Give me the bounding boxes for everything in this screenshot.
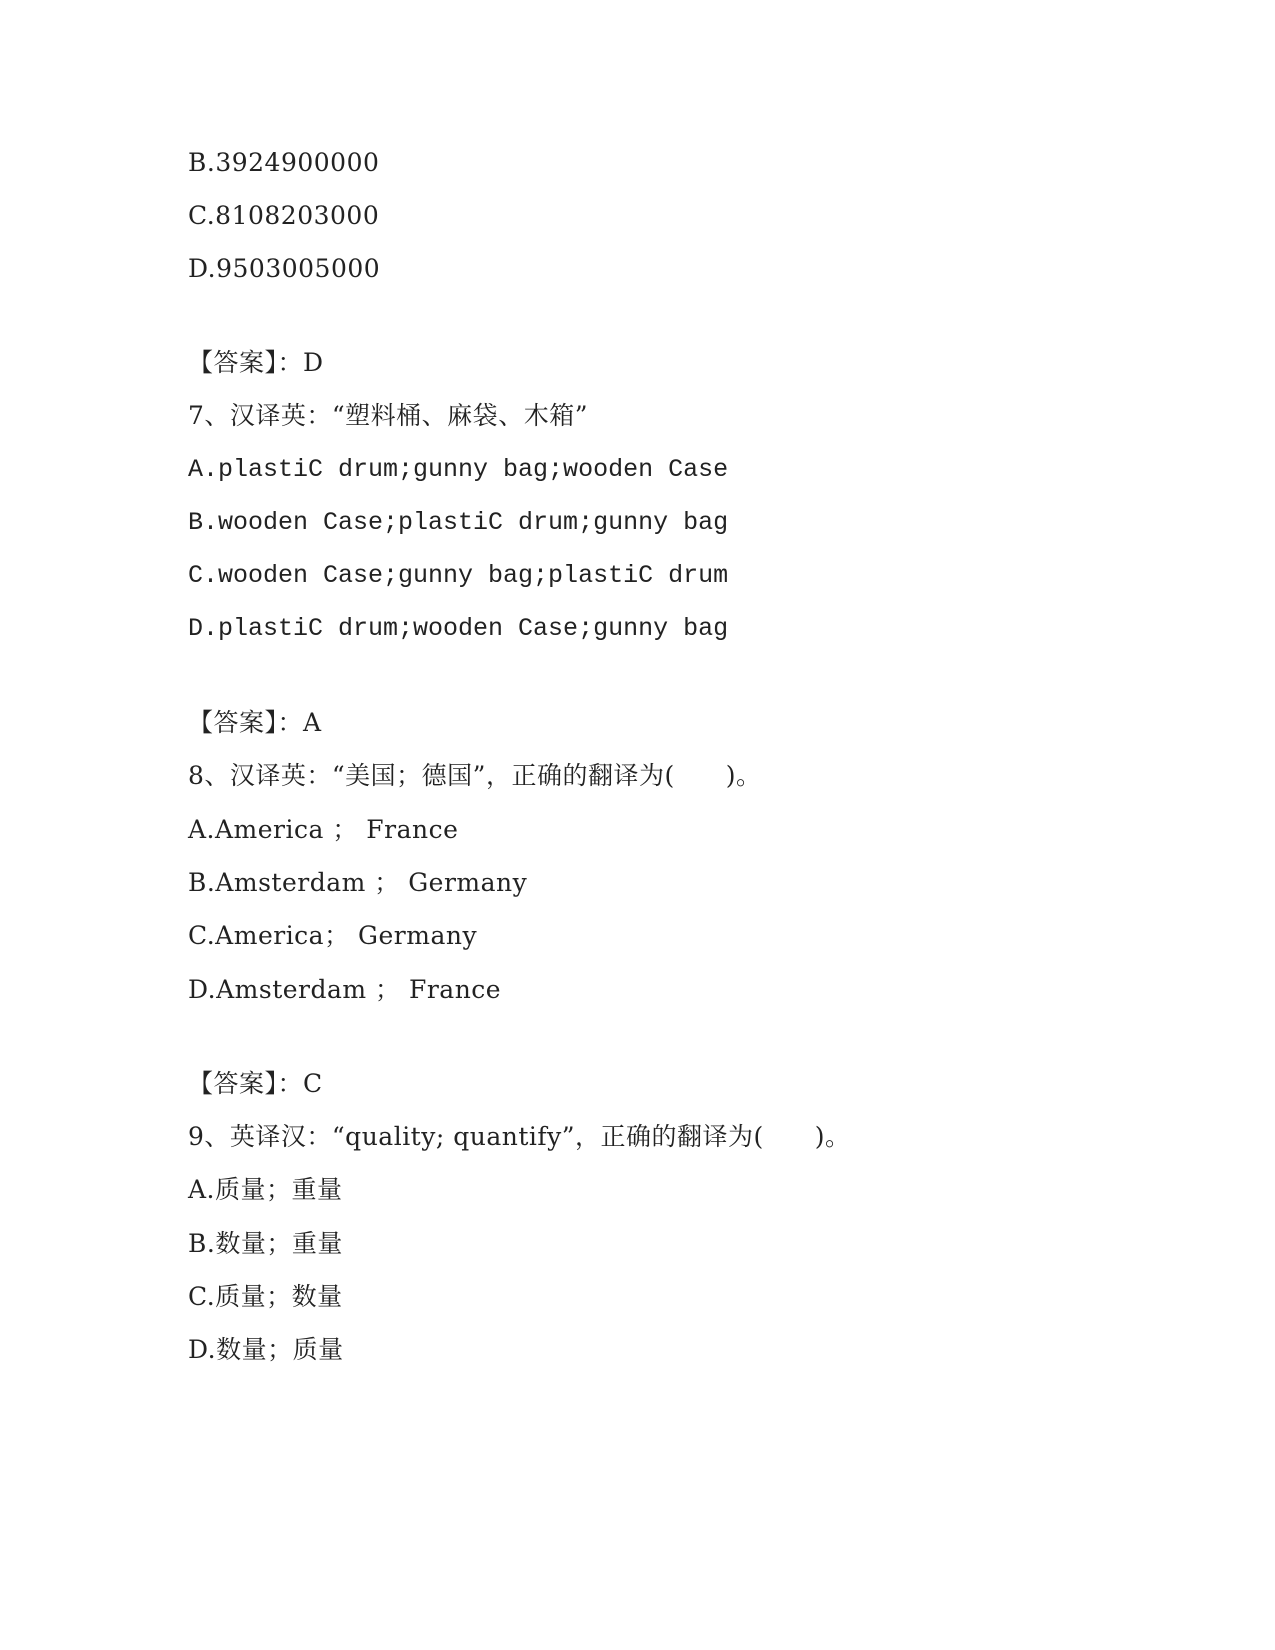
q8-option-a: A.America ； France: [188, 815, 459, 844]
q6-option-d: D.9503005000: [188, 254, 381, 283]
q8-stem: 8、汉译英：“美国；德国”，正确的翻译为( )。: [188, 761, 762, 790]
q9-option-b: B.数量；重量: [188, 1229, 343, 1258]
q7-option-b: B.wooden Case;plastiC drum;gunny bag: [188, 508, 729, 537]
q8-option-b: B.Amsterdam ； Germany: [188, 868, 528, 897]
q8-option-c: C.America； Germany: [188, 921, 478, 950]
q9-option-a: A.质量；重量: [188, 1175, 343, 1204]
q8-answer: 【答案】：C: [188, 1069, 323, 1098]
q8-option-d: D.Amsterdam ； France: [188, 975, 502, 1004]
q6-option-b: B.3924900000: [188, 148, 380, 177]
q9-option-c: C.质量；数量: [188, 1282, 343, 1311]
q7-stem: 7、汉译英：“塑料桶、麻袋、木箱”: [188, 401, 588, 430]
q7-option-c: C.wooden Case;gunny bag;plastiC drum: [188, 561, 729, 590]
q9-stem: 9、英译汉：“quality; quantify”，正确的翻译为( )。: [188, 1122, 851, 1151]
q6-option-c: C.8108203000: [188, 201, 380, 230]
q7-answer: 【答案】：A: [188, 708, 322, 737]
q9-option-d: D.数量；质量: [188, 1335, 344, 1364]
q6-answer: 【答案】：D: [188, 348, 324, 377]
q7-option-d: D.plastiC drum;wooden Case;gunny bag: [188, 614, 729, 643]
q7-option-a: A.plastiC drum;gunny bag;wooden Case: [188, 455, 729, 484]
